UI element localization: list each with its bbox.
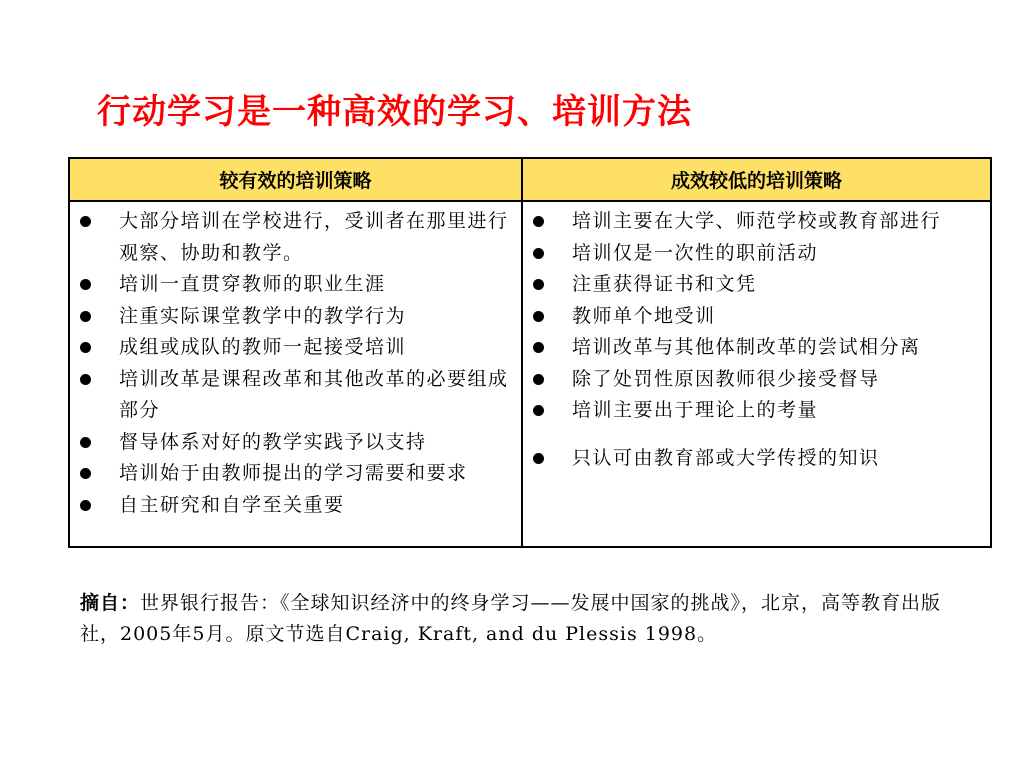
list-item bbox=[533, 269, 984, 301]
list-item bbox=[533, 364, 984, 396]
list-item bbox=[80, 458, 515, 490]
bullet-icon bbox=[80, 342, 91, 353]
bullet-icon bbox=[533, 279, 544, 290]
list-item bbox=[80, 427, 515, 459]
effective-strategies-list bbox=[80, 206, 515, 521]
source-text: 世界银行报告：《全球知识经济中的终身学习——发展中国家的挑战》，北京，高等教育出版社，2005年5月。原文节选自Craig, Kraft, and du Plessis 1998。 bbox=[80, 592, 942, 645]
bullet-icon bbox=[533, 216, 544, 227]
list-item-text: 督导体系对好的教学实践予以支持 bbox=[119, 430, 427, 453]
bullet-icon bbox=[80, 437, 91, 448]
list-item-text: 注重获得证书和文凭 bbox=[572, 273, 757, 295]
list-item-text: 培训仅是一次性的职前活动 bbox=[572, 241, 819, 264]
list-item bbox=[533, 301, 984, 333]
less-effective-strategies-column bbox=[523, 202, 990, 546]
bullet-icon bbox=[80, 500, 91, 511]
slide-title: 行动学习是一种高效的学习、培训方法 bbox=[97, 92, 692, 132]
less-effective-strategies-list bbox=[533, 206, 984, 474]
list-item-text: 注重实际课堂教学中的教学行为 bbox=[119, 304, 407, 327]
list-item-text: 培训改革与其他体制改革的尝试相分离 bbox=[572, 336, 921, 358]
source-label: 摘自： bbox=[80, 592, 141, 614]
list-item-text: 教师单个地受训 bbox=[572, 304, 716, 327]
bullet-icon bbox=[533, 248, 544, 259]
bullet-icon bbox=[533, 453, 544, 464]
list-item bbox=[533, 395, 984, 427]
list-item bbox=[80, 206, 515, 269]
list-item bbox=[80, 490, 515, 522]
bullet-icon bbox=[533, 342, 544, 353]
list-item-text: 自主研究和自学至关重要 bbox=[119, 493, 345, 516]
list-item bbox=[533, 332, 984, 364]
list-item bbox=[80, 364, 515, 427]
bullet-icon bbox=[533, 405, 544, 416]
bullet-icon bbox=[80, 374, 91, 385]
list-item-text: 培训一直贯穿教师的职业生涯 bbox=[119, 273, 386, 295]
list-item bbox=[80, 332, 515, 364]
bullet-icon bbox=[80, 468, 91, 479]
bullet-icon bbox=[80, 279, 91, 290]
list-item-text: 成组或成队的教师一起接受培训 bbox=[119, 336, 407, 358]
source-citation bbox=[80, 588, 980, 650]
list-item-text: 培训主要在大学、师范学校或教育部进行 bbox=[572, 210, 942, 232]
effective-strategies-column bbox=[70, 202, 523, 546]
list-item bbox=[533, 443, 984, 475]
bullet-icon bbox=[80, 311, 91, 322]
list-item bbox=[533, 238, 984, 270]
comparison-table bbox=[68, 157, 992, 548]
bullet-icon bbox=[533, 374, 544, 385]
header-effective-strategies: 较有效的培训策略 bbox=[70, 159, 523, 202]
list-item bbox=[80, 301, 515, 333]
list-item-text: 培训始于由教师提出的学习需要和要求 bbox=[119, 462, 468, 484]
bullet-icon bbox=[533, 311, 544, 322]
list-item-text: 大部分培训在学校进行，受训者在那里进行观察、协助和教学。 bbox=[119, 210, 509, 264]
header-less-effective-strategies: 成效较低的培训策略 bbox=[523, 159, 990, 202]
list-item bbox=[80, 269, 515, 301]
list-item-text: 培训主要出于理论上的考量 bbox=[572, 399, 819, 421]
list-item bbox=[533, 206, 984, 238]
bullet-icon bbox=[80, 216, 91, 227]
list-item-text: 除了处罚性原因教师很少接受督导 bbox=[572, 367, 880, 390]
list-item-text: 培训改革是课程改革和其他改革的必要组成部分 bbox=[119, 367, 509, 421]
list-item-text: 只认可由教育部或大学传授的知识 bbox=[572, 446, 880, 469]
